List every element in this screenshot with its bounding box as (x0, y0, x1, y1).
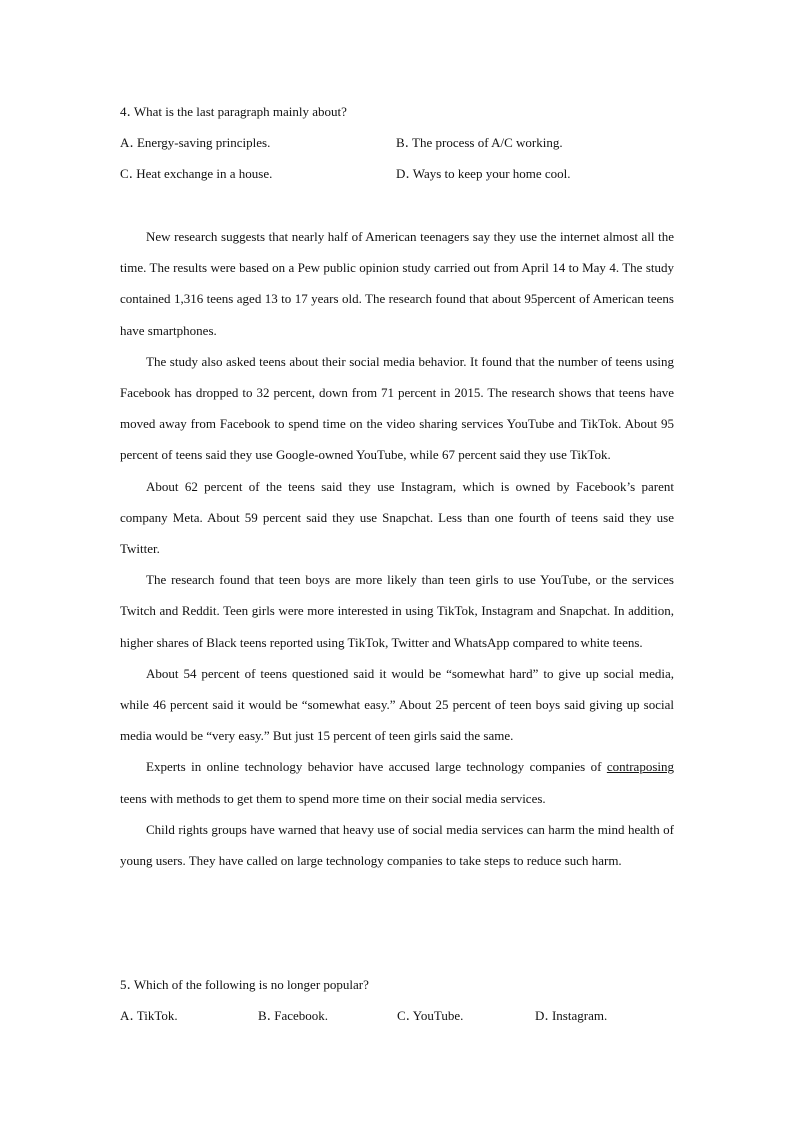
passage-paragraph-1: New research suggests that nearly half of American teenagers say they use the internet almost all the time. The results were based on a Pew public opinion study carried out from April 14 to May 4. The study contained 1,316 teens aged 13 to 17 years old. The research found that about 95percent of American teens have smartphones. (120, 229, 674, 338)
passage-paragraph-4: The research found that teen boys are more likely than teen girls to use YouTube, or the services Twitch and Reddit. Teen girls were more interested in using TikTok, Instagram and Snapchat. In addition, higher shares of Black teens reported using TikTok, Twitter and WhatsApp compared to white teens. (120, 572, 674, 650)
passage-paragraph-6 (120, 751, 674, 813)
question-5-option-b: B․ Facebook. (258, 1008, 329, 1023)
passage-paragraph-2: The study also asked teens about their social media behavior. It found that the number of teens using Facebook has dropped to 32 percent, down from 71 percent in 2015. The research shows that teens have moved away from Facebook to spend time on the video sharing services YouTube and TikTok. About 95 percent of teens said they use Google-owned YouTube, while 67 percent said they use TikTok. (120, 353, 674, 463)
passage-paragraph-7: Child rights groups have warned that heavy use of social media services can harm the mind health of young users. They have called on large technology companies to take steps to reduce such harm. (120, 821, 674, 869)
reading-passage (120, 221, 674, 876)
question-5-option-c: C․ YouTube. (397, 1008, 464, 1023)
passage-paragraph-3: About 62 percent of the teens said they use Instagram, which is owned by Facebook’s parent company Meta. About 59 percent said they use Snapchat. Less than one fourth of teens said they use Twitter. (120, 478, 674, 557)
question-5-option-d: D․ Instagram. (535, 1008, 608, 1023)
underlined-word: contraposing (606, 759, 674, 775)
question-4-option-d: D․ Ways to keep your home cool. (396, 166, 571, 181)
passage-paragraph-5: About 54 percent of teens questioned said it would be “somewhat hard” to give up social media, while 46 percent said it would be “somewhat easy.” About 25 percent of teen boys said giving up social media would be “very easy.” But just 15 percent of teen girls said the same. (120, 665, 674, 744)
question-4-option-c: C․ Heat exchange in a house. (120, 166, 273, 181)
question-4-stem: 4․ What is the last paragraph mainly about? (120, 104, 347, 119)
question-4-option-a: A․ Energy-saving principles. (120, 135, 271, 150)
paragraph-6-text-end: teens with methods to get them to spend more time on their social media services. (120, 790, 546, 806)
paragraph-6-text-start: Experts in online technology behavior have accused large technology companies of (146, 759, 607, 775)
question-4-option-b: B․ The process of A/C working. (396, 135, 563, 150)
question-5-stem: 5․ Which of the following is no longer popular? (120, 977, 369, 992)
question-5-option-a: A․ TikTok. (120, 1008, 178, 1023)
